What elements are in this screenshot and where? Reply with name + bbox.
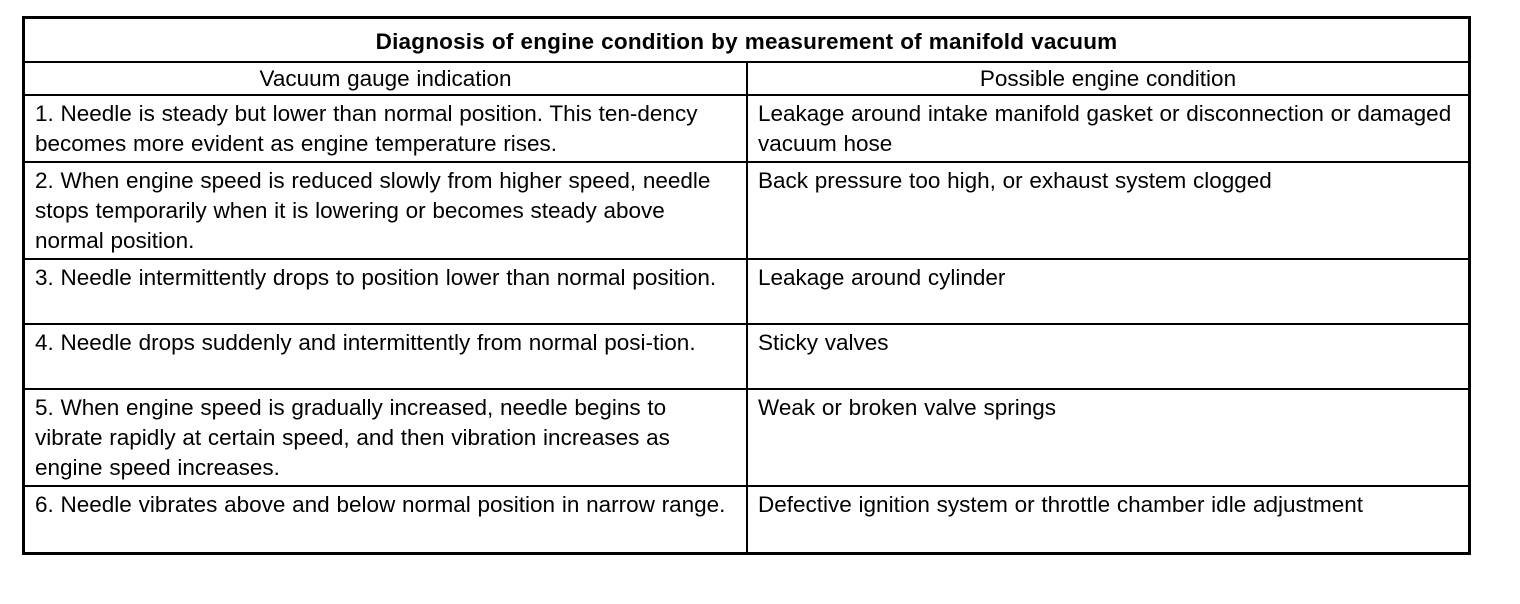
indication-cell: 5. When engine speed is gradually increased, needle begins to vibrate rapidly at certain speed, and then vibration increases as engine speed increases. (25, 389, 747, 486)
table-row (25, 259, 1468, 324)
condition-cell: Leakage around intake manifold gasket or disconnection or damaged vacuum hose (747, 95, 1468, 162)
indication-cell: 2. When engine speed is reduced slowly from higher speed, needle stops temporarily when it is lowering or becomes steady above normal position. (25, 162, 747, 259)
column-header-condition: Possible engine condition (747, 62, 1468, 95)
condition-cell: Back pressure too high, or exhaust system clogged (747, 162, 1468, 259)
condition-cell: Leakage around cylinder (747, 259, 1468, 324)
indication-cell: 6. Needle vibrates above and below normal position in narrow range. (25, 486, 747, 552)
table-row (25, 486, 1468, 552)
table-row (25, 389, 1468, 486)
table-row (25, 162, 1468, 259)
table-row (25, 324, 1468, 389)
header-row (25, 62, 1468, 95)
condition-cell: Sticky valves (747, 324, 1468, 389)
condition-cell: Weak or broken valve springs (747, 389, 1468, 486)
column-header-indication: Vacuum gauge indication (25, 62, 747, 95)
diagnosis-table (25, 19, 1468, 552)
diagnosis-table-frame (22, 16, 1471, 555)
indication-cell: 4. Needle drops suddenly and intermittently from normal posi-tion. (25, 324, 747, 389)
indication-cell: 3. Needle intermittently drops to position lower than normal position. (25, 259, 747, 324)
table-title: Diagnosis of engine condition by measurement of manifold vacuum (25, 19, 1468, 62)
condition-cell: Defective ignition system or throttle chamber idle adjustment (747, 486, 1468, 552)
title-row (25, 19, 1468, 62)
indication-cell: 1. Needle is steady but lower than normal position. This ten-dency becomes more evident as engine temperature rises. (25, 95, 747, 162)
table-row (25, 95, 1468, 162)
